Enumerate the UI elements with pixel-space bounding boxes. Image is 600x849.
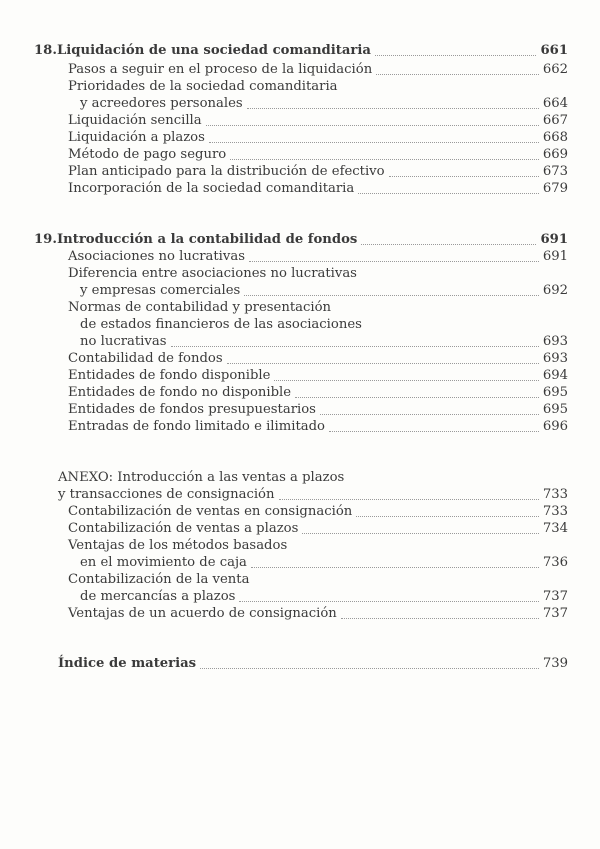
section-18-heading — [34, 43, 568, 59]
page-number: 733 — [542, 504, 568, 519]
toc-entry-line — [68, 572, 568, 588]
leader-dots — [329, 431, 539, 432]
annex-title: ANEXO: Introducción a las ventas a plazos — [58, 470, 345, 485]
page-number: 664 — [542, 96, 568, 111]
toc-entry-line — [68, 266, 568, 282]
page-number: 692 — [542, 283, 568, 298]
page-number: 691 — [542, 249, 568, 264]
page-number: 737 — [542, 606, 568, 621]
toc-entry — [68, 164, 568, 180]
page-number: 695 — [542, 385, 568, 400]
toc-entry-line — [68, 300, 568, 316]
leader-dots — [171, 346, 539, 347]
entry-text: y acreedores personales — [80, 96, 243, 111]
entry-text: Pasos a seguir en el proceso de la liquidación — [68, 62, 373, 77]
section-title: Introducción a la contabilidad de fondos — [57, 232, 358, 247]
entry-text: Entidades de fondo disponible — [68, 368, 271, 383]
entry-text: Entidades de fondos presupuestarios — [68, 402, 316, 417]
leader-dots — [356, 516, 539, 517]
entry-text: Liquidación sencilla — [68, 113, 202, 128]
leader-dots — [376, 74, 539, 75]
entry-text: Plan anticipado para la distribución de efectivo — [68, 164, 385, 179]
leader-dots — [295, 397, 539, 398]
toc-entry — [68, 249, 568, 265]
toc-entry-line — [68, 538, 568, 554]
leader-dots — [247, 108, 539, 109]
toc-entry — [80, 589, 568, 605]
annex-heading-line — [58, 470, 568, 486]
leader-dots — [206, 125, 539, 126]
leader-dots — [320, 414, 539, 415]
entry-text: de estados financieros de las asociaciones — [80, 317, 362, 332]
section-19-heading — [34, 232, 568, 248]
page-number: 736 — [542, 555, 568, 570]
leader-dots — [389, 176, 539, 177]
leader-dots — [279, 499, 539, 500]
toc-entry — [68, 368, 568, 384]
toc-entry — [68, 62, 568, 78]
page-number: 733 — [542, 487, 568, 502]
page-number: 694 — [542, 368, 568, 383]
leader-dots — [230, 159, 539, 160]
leader-dots — [361, 244, 536, 245]
leader-dots — [375, 55, 537, 56]
leader-dots — [249, 261, 539, 262]
page-number: 691 — [540, 232, 568, 247]
page-number: 668 — [542, 130, 568, 145]
page-number: 669 — [542, 147, 568, 162]
entry-text: en el movimiento de caja — [80, 555, 247, 570]
page-number: 679 — [542, 181, 568, 196]
entry-text: Contabilización de ventas a plazos — [68, 521, 299, 536]
toc-entry — [80, 334, 568, 350]
section-title: Liquidación de una sociedad comanditaria — [57, 43, 371, 58]
toc-entry — [68, 130, 568, 146]
toc-entry — [68, 147, 568, 163]
annex-heading — [58, 487, 568, 503]
entry-text: Método de pago seguro — [68, 147, 227, 162]
page-number: 667 — [542, 113, 568, 128]
entry-text: Incorporación de la sociedad comanditaria — [68, 181, 355, 196]
page-number: 695 — [542, 402, 568, 417]
leader-dots — [251, 567, 539, 568]
leader-dots — [227, 363, 539, 364]
page-number: 737 — [542, 589, 568, 604]
toc-entry — [68, 181, 568, 197]
section-number: 19. — [34, 232, 57, 247]
page-number: 693 — [542, 351, 568, 366]
toc-entry — [68, 606, 568, 622]
toc-entry — [68, 419, 568, 435]
leader-dots — [200, 668, 539, 669]
toc-entry — [68, 351, 568, 367]
entry-text: Ventajas de los métodos basados — [68, 538, 288, 553]
leader-dots — [341, 618, 539, 619]
leader-dots — [358, 193, 539, 194]
leader-dots — [239, 601, 538, 602]
toc-entry — [68, 113, 568, 129]
section-number: 18. — [34, 43, 57, 58]
page-number: 693 — [542, 334, 568, 349]
entry-text: Contabilización de la venta — [68, 572, 250, 587]
entry-text: Ventajas de un acuerdo de consignación — [68, 606, 337, 621]
toc-entry-line — [80, 317, 568, 333]
entry-text: Contabilización de ventas en consignación — [68, 504, 353, 519]
toc-entry — [68, 504, 568, 520]
entry-text: y empresas comerciales — [80, 283, 241, 298]
page-number: 673 — [542, 164, 568, 179]
entry-text: Asociaciones no lucrativas — [68, 249, 245, 264]
entry-text: Diferencia entre asociaciones no lucrativas — [68, 266, 357, 281]
toc-entry — [68, 385, 568, 401]
leader-dots — [209, 142, 539, 143]
page-number: 696 — [542, 419, 568, 434]
page-number: 662 — [542, 62, 568, 77]
page-number: 661 — [540, 43, 568, 58]
index-heading — [58, 656, 568, 672]
entry-text: Normas de contabilidad y presentación — [68, 300, 332, 315]
entry-text: Entradas de fondo limitado e ilimitado — [68, 419, 325, 434]
leader-dots — [302, 533, 538, 534]
entry-text: de mercancías a plazos — [80, 589, 236, 604]
toc-entry — [80, 283, 568, 299]
entry-text: no lucrativas — [80, 334, 167, 349]
index-title: Índice de materias — [58, 656, 197, 671]
entry-text: Liquidación a plazos — [68, 130, 205, 145]
leader-dots — [244, 295, 539, 296]
entry-text: Entidades de fondo no disponible — [68, 385, 292, 400]
toc-entry — [68, 521, 568, 537]
toc-entry — [80, 96, 568, 112]
page-number: 734 — [542, 521, 568, 536]
leader-dots — [274, 380, 538, 381]
toc-entry — [68, 402, 568, 418]
page-number: 739 — [542, 656, 568, 671]
entry-text: Prioridades de la sociedad comanditaria — [68, 79, 338, 94]
annex-title: y transacciones de consignación — [58, 487, 275, 502]
toc-entry — [80, 555, 568, 571]
toc-entry-line — [68, 79, 568, 95]
entry-text: Contabilidad de fondos — [68, 351, 223, 366]
